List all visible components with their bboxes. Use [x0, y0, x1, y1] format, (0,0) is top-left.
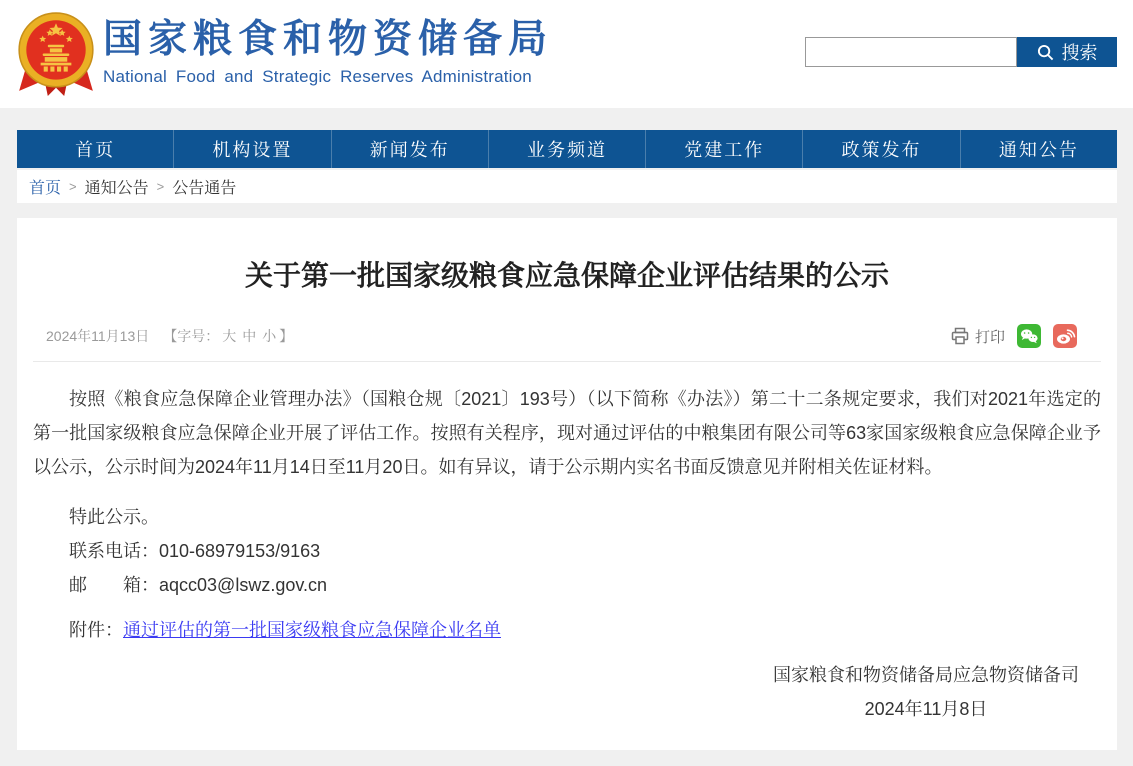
font-size-small-button[interactable]: 小 [262, 328, 277, 344]
breadcrumb-separator: > [156, 179, 165, 194]
contact-phone: 联系电话：010-68979153/9163 [69, 541, 321, 561]
nav-item-business[interactable]: 业务频道 [488, 130, 645, 168]
article-paragraph-notice: 特此公示。 [69, 507, 159, 527]
weibo-share-icon[interactable] [1053, 324, 1077, 348]
site-header [0, 0, 1133, 108]
breadcrumb-notices[interactable]: 通知公告 [84, 180, 149, 197]
article-meta-row [33, 324, 1101, 362]
article-paragraph-main: 按照《粮食应急保障企业管理办法》（国粮仓规〔2021〕193号）（以下简称《办法》）第二十二条规定要求，我们对2021年选定的第一批国家级粮食应急保障企业开展了评估工作。按照有关程序，现对通过评估的中粮集团有限公司等63家国家级粮食应急保障企业予以公示，公示时间为2024年11月14日至11月20日。如有异议，请于公示期内实名书面反馈意见并附相关佐证材料。 [33, 389, 1101, 477]
contact-email: 邮 箱：aqcc03@lswz.gov.cn [69, 575, 328, 595]
breadcrumb [17, 170, 1117, 203]
nav-item-news[interactable]: 新闻发布 [331, 130, 488, 168]
article-card [17, 218, 1117, 750]
print-label: 打印 [974, 328, 1005, 346]
site-title-en: National Food and Strategic Reserves Administration [103, 67, 532, 86]
signature-block [33, 658, 1101, 726]
printer-icon [950, 326, 970, 346]
attachment-link[interactable]: 通过评估的第一批国家级粮食应急保障企业名单 [123, 620, 501, 640]
article-meta-right [950, 324, 1077, 348]
search-icon [1037, 44, 1054, 61]
nav-item-policy[interactable]: 政策发布 [802, 130, 959, 168]
breadcrumb-home[interactable]: 首页 [29, 180, 62, 197]
nav-item-home[interactable]: 首页 [75, 140, 116, 160]
attachment-row [33, 613, 1101, 647]
font-size-large-button[interactable]: 大 [222, 328, 237, 344]
article-title: 关于第一批国家级粮食应急保障企业评估结果的公示 [244, 260, 889, 291]
font-size-label: 【字号： [163, 328, 220, 344]
breadcrumb-separator: > [69, 179, 77, 194]
nav-item-notices[interactable]: 通知公告 [960, 130, 1117, 168]
site-title-zh: 国家粮食和物资储备局 [103, 18, 554, 61]
attachment-label: 附件： [69, 620, 123, 640]
nav-item-party-building[interactable]: 党建工作 [645, 130, 802, 168]
search-input[interactable] [805, 37, 1017, 67]
search-button[interactable] [1017, 37, 1117, 67]
print-button[interactable] [950, 326, 1005, 347]
nav-item-organization[interactable]: 机构设置 [173, 130, 330, 168]
signature-department: 国家粮食和物资储备局应急物资储备司 [773, 665, 1079, 685]
article-meta-left [46, 326, 293, 346]
main-nav [17, 130, 1117, 168]
national-emblem-logo[interactable] [16, 11, 96, 97]
publish-date: 2024年11月13日 [46, 328, 150, 344]
wechat-share-icon[interactable] [1017, 324, 1041, 348]
font-size-medium-button[interactable]: 中 [242, 328, 257, 344]
article-body [17, 362, 1117, 726]
font-size-label-close: 】 [279, 328, 294, 344]
search-button-label: 搜索 [1061, 43, 1098, 63]
signature-date: 2024年11月8日 [864, 699, 988, 719]
breadcrumb-announcements[interactable]: 公告通告 [172, 180, 237, 197]
site-title-block [103, 16, 553, 88]
search-bar [805, 37, 1117, 67]
